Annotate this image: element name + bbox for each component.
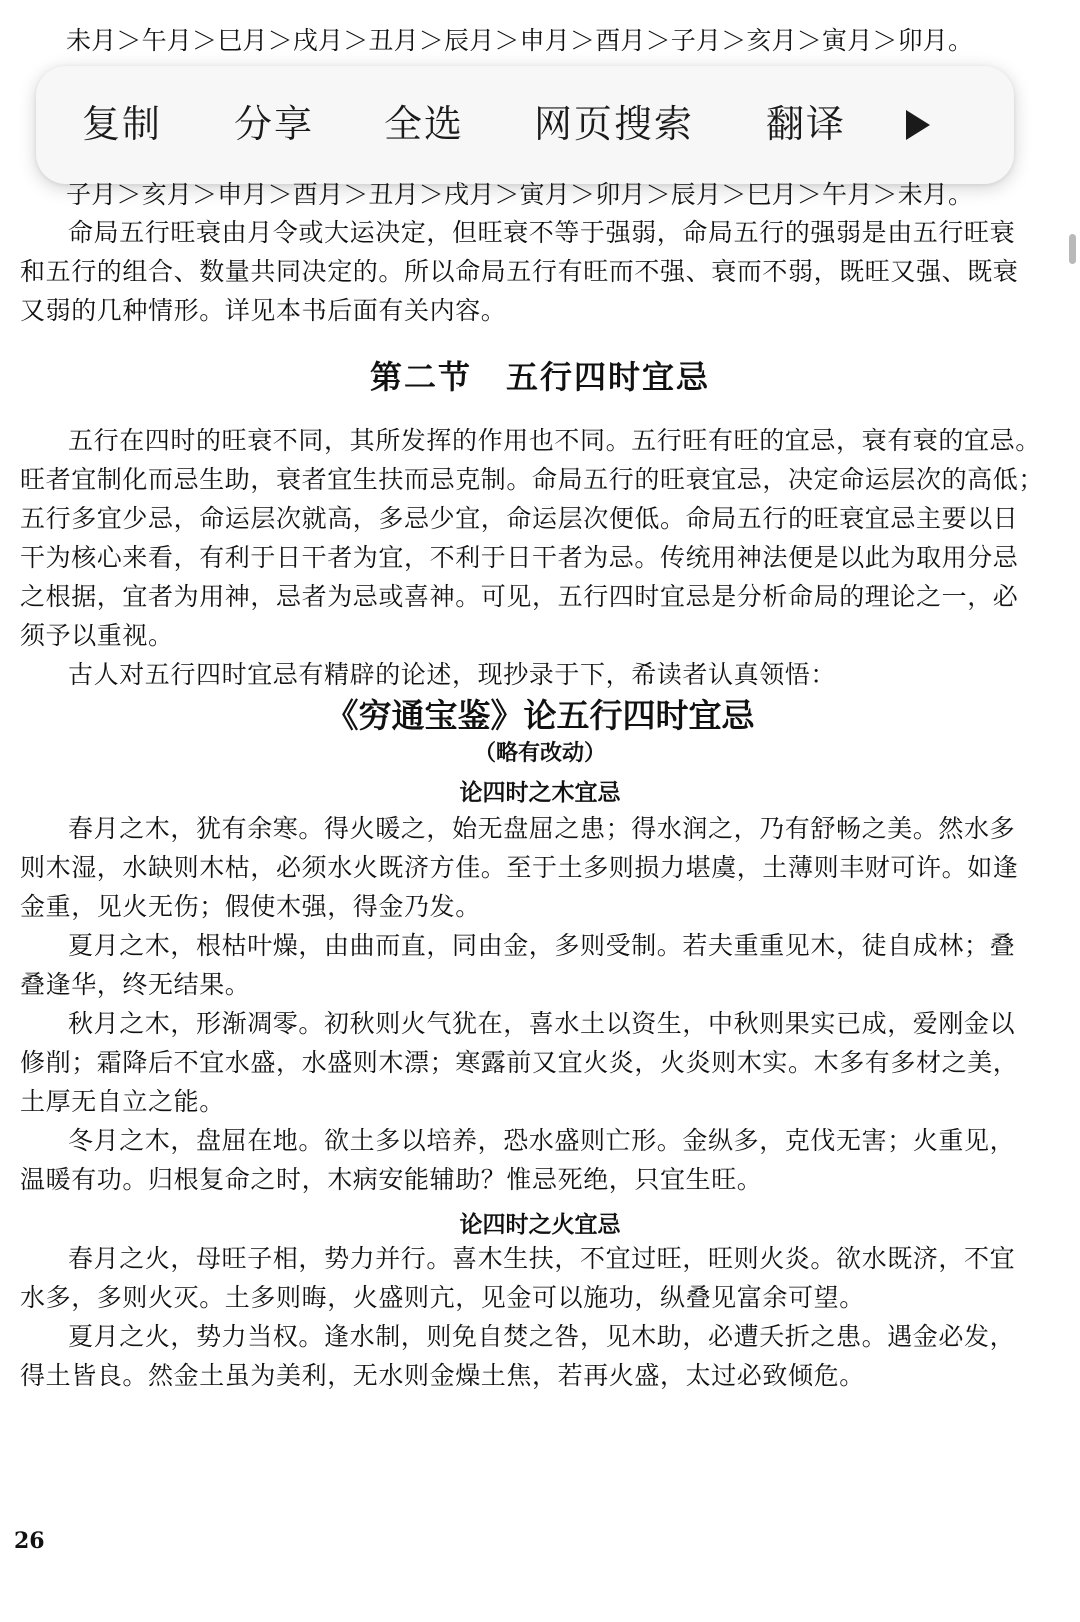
section-line-2: 旺者宜制化而忌生助，衰者宜生扶而忌克制。命局五行的旺衰宜忌，决定命运层次的高低； [20,465,1045,494]
intro-line-2: 和五行的组合、数量共同决定的。所以命局五行有旺而不强、衰而不弱，既旺又强、既衰 [20,257,1019,286]
section-line-3: 五行多宜少忌，命运层次就高，多忌少宜，命运层次便低。命局五行的旺衰宜忌主要以日 [20,504,1019,533]
wood-summer-line-2: 叠逢华，终无结果。 [20,970,251,999]
page-number: 26 [14,1528,45,1554]
book-title: 《穷通宝鉴》论五行四时宜忌 [325,696,755,735]
text-line-second: 子月＞亥月＞申月＞酉月＞丑月＞戌月＞寅月＞卯月＞辰月＞巳月＞午月＞未月。 [66,180,974,209]
wood-spring-line-1: 春月之木，犹有余寒。得火暖之，始无盘屈之患；得水润之，乃有舒畅之美。然水多 [68,814,1016,843]
fire-spring-line-2: 水多，多则火灭。土多则晦，火盛则亢，见金可以施功，纵叠见富余可望。 [20,1283,865,1312]
fire-spring-line-1: 春月之火，母旺子相，势力并行。喜木生扶，不宜过旺，旺则火炎。欲水既济，不宜 [68,1244,1016,1273]
web-search-button[interactable]: 网页搜索 [534,102,695,146]
share-button[interactable]: 分享 [234,102,315,146]
ancient-intro-line: 古人对五行四时宜忌有精辟的论述，现抄录于下，希读者认真领悟： [68,660,837,689]
text-selection-popup [36,66,1014,184]
scrollbar-thumb[interactable] [1069,234,1076,264]
section-line-1: 五行在四时的旺衰不同，其所发挥的作用也不同。五行旺有旺的宜忌，衰有衰的宜忌。 [68,426,1041,455]
intro-line-1: 命局五行旺衰由月令或大运决定，但旺衰不等于强弱，命局五行的强弱是由五行旺衰 [68,218,1016,247]
wood-spring-line-3: 金重，见火无伤；假使木强，得金乃发。 [20,892,481,921]
wood-autumn-line-2: 修削；霜降后不宜水盛，水盛则木漂；寒露前又宜火炎，火炎则木实。木多有多材之美， [20,1048,1019,1077]
section-line-5: 之根据，宜者为用神，忌者为忌或喜神。可见，五行四时宜忌是分析命局的理论之一，必 [20,582,1019,611]
fire-summer-line-2: 得土皆良。然金土虽为美利，无水则金燥土焦，若再火盛，太过必致倾危。 [20,1361,865,1390]
fire-summer-line-1: 夏月之火，势力当权。逢水制，则免自焚之咎，见木助，必遭夭折之患。遇金必发， [68,1322,1016,1351]
wood-summer-line-1: 夏月之木，根枯叶燥，由曲而直，同由金，多则受制。若夫重重见木，徒自成林；叠 [68,931,1016,960]
wood-winter-line-2: 温暖有功。归根复命之时，木病安能辅助？惟忌死绝，只宜生旺。 [20,1165,763,1194]
fire-heading: 论四时之火宜忌 [459,1212,621,1238]
intro-line-3: 又弱的几种情形。详见本书后面有关内容。 [20,296,507,325]
select-all-button[interactable]: 全选 [384,102,465,146]
wood-autumn-line-1: 秋月之木，形渐凋零。初秋则火气犹在，喜水土以资生，中秋则果实已成，爱刚金以 [68,1009,1016,1038]
wood-autumn-line-3: 土厚无自立之能。 [20,1087,225,1116]
wood-winter-line-1: 冬月之木，盘屈在地。欲土多以培养，恐水盛则亡形。金纵多，克伐无害；火重见， [68,1126,1016,1155]
play-arrow-icon[interactable] [906,110,930,140]
wood-heading: 论四时之木宜忌 [459,780,621,806]
section-line-4: 干为核心来看，有利于日干者为宜，不利于日干者为忌。传统用神法便是以此为取用分忌 [20,543,1019,572]
text-line-top: 未月＞午月＞巳月＞戌月＞丑月＞辰月＞申月＞酉月＞子月＞亥月＞寅月＞卯月。 [66,26,974,55]
wood-spring-line-2: 则木湿，水缺则木枯，必须水火既济方佳。至于土多则损力堪虞，土薄则丰财可许。如逢 [20,853,1019,882]
section-line-6: 须予以重视。 [20,621,174,650]
section-title: 第二节 五行四时宜忌 [369,358,710,396]
translate-button[interactable]: 翻译 [766,102,847,146]
book-note: （略有改动） [473,741,606,766]
copy-button[interactable]: 复制 [82,102,163,146]
